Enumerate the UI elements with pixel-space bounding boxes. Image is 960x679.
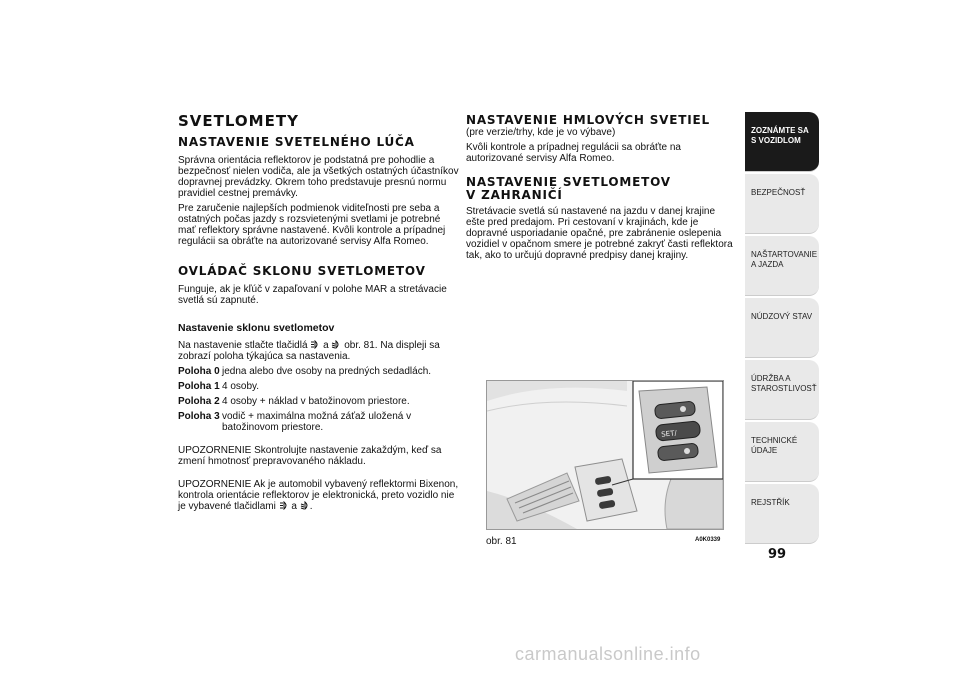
headlight-up-icon xyxy=(279,501,289,510)
position-row: Poloha 2 4 osoby + náklad v batožinovom priestore. xyxy=(178,396,410,407)
dashboard-illustration xyxy=(487,381,723,529)
tab-index[interactable]: REJSTŘÍK xyxy=(745,484,819,544)
headlight-down-icon xyxy=(331,340,341,349)
tab-maintenance[interactable]: ÚDRŽBA A STAROSTLIVOSŤ xyxy=(745,360,819,420)
tab-technical-data[interactable]: TECHNICKÉ ÚDAJE xyxy=(745,422,819,482)
watermark: carmanualsonline.info xyxy=(515,644,701,664)
paragraph: Funguje, ak je kľúč v zapaľovaní v polohe MAR a stretávacie svetlá sú zapnuté. xyxy=(178,284,447,306)
paragraph-note: (pre verzie/trhy, kde je vo výbave) xyxy=(466,127,616,138)
left-column xyxy=(178,112,460,516)
headlight-up-icon xyxy=(310,340,320,349)
figure-caption: obr. 81 xyxy=(486,536,517,547)
figure-code: A0K0339 xyxy=(695,537,721,543)
page-number: 99 xyxy=(768,547,787,562)
position-row: Poloha 0 jedna alebo dve osoby na predných sedadlách. xyxy=(178,366,432,377)
set-button-label: SET/ xyxy=(660,429,678,439)
section-heading-abroad-line2: V ZAHRANIČÍ xyxy=(466,188,563,202)
subheading: Nastavenie sklonu svetlometov xyxy=(178,322,335,334)
paragraph: Správna orientácia reflektorov je podstatná pre pohodlie a bezpečnosť nielen vodiča, ale ja všetkých ostatných účastníkov dopravnej prevádzky. Okrem toho predstavuje presnú normu pravidiel cestnej premávky. xyxy=(178,155,459,199)
tab-emergency[interactable]: NÚDZOVÝ STAV xyxy=(745,298,819,358)
section-heading-fog: NASTAVENIE HMLOVÝCH SVETIEL xyxy=(466,113,710,127)
position-row: Poloha 3 vodič + maximálna možná záťaž uložená v batožinovom priestore. xyxy=(178,411,412,433)
tab-introduction[interactable]: ZOZNÁMTE SA S VOZIDLOM xyxy=(745,112,819,172)
right-column xyxy=(466,112,736,265)
paragraph: Stretávacie svetlá sú nastavené na jazdu v danej krajine ešte pred predajom. Pri cestovaní v krajinách, kde je dopravné usporiadanie opačné, pre zabránenie oslepenia vozidiel v opačnom smere je potrebné zakryť časti reflektora tak, ako to určujú dopravné predpisy danej krajiny. xyxy=(466,206,733,261)
position-row: Poloha 1 4 osoby. xyxy=(178,381,260,392)
paragraph: Kvôli kontrole a prípadnej regulácii sa obráťte na autorizované servisy Alfa Romeo. xyxy=(466,142,681,164)
paragraph: Pre zaručenie najlepších podmienok viditeľnosti pre seba a ostatných počas jazdy s rozsvietenými svetlami je potrebné mať reflektory správne nastavené. Kvôli kontrole a prípadnej regulácii sa obráťte na autorizované servisy Alfa Romeo. xyxy=(178,203,446,247)
tab-safety[interactable]: BEZPEČNOSŤ xyxy=(745,174,819,234)
page-title: SVETLOMETY xyxy=(178,112,299,130)
warning-note: UPOZORNENIE Skontrolujte nastavenie zakaždým, keď sa zmení hmotnosť prepravovaného nákladu. xyxy=(178,445,442,467)
section-heading-leveling: OVLÁDAČ SKLONU SVETLOMETOV xyxy=(178,264,426,278)
figure-dashboard-photo xyxy=(486,380,724,530)
headlight-down-icon xyxy=(300,501,310,510)
section-heading-abroad: NASTAVENIE SVETLOMETOV xyxy=(466,175,671,189)
section-heading-beam: NASTAVENIE SVETELNÉHO LÚČA xyxy=(178,135,415,149)
tab-starting-driving[interactable]: NAŠTARTOVANIE A JAZDA xyxy=(745,236,819,296)
warning-note: UPOZORNENIE Ak je automobil vybavený reflektormi Bixenon, kontrola orientácie reflektorov je elektronická, preto vozidlo nie je vybavené tlačidlami a . xyxy=(178,479,459,512)
paragraph-buttons: Na nastavenie stlačte tlačidlá a obr. 81. Na displeji sa zobrazí poloha týkajúca sa nastavenia. xyxy=(178,340,440,362)
